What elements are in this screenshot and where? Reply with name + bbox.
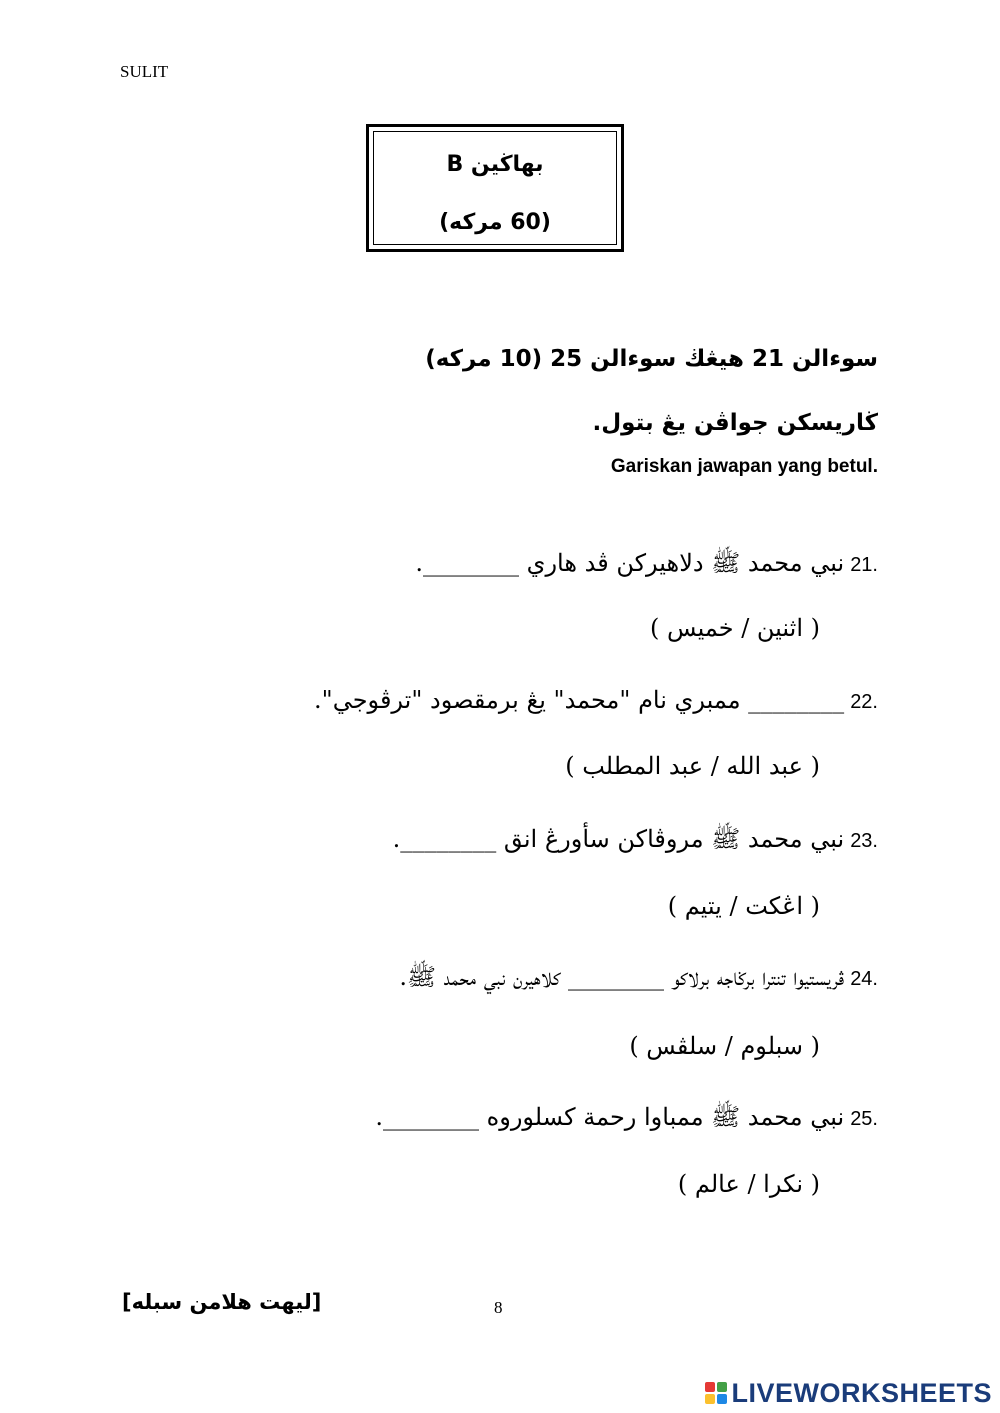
question-number: 24.	[850, 968, 878, 990]
question-25-options[interactable]: ( نكرا / عالم )	[677, 1170, 820, 1198]
instruction-english: Gariskan jawapan yang betul.	[610, 456, 878, 477]
sulit-label: SULIT	[120, 62, 169, 81]
liveworksheets-text: LIVEWORKSHEETS	[731, 1377, 992, 1408]
question-number: 22.	[850, 691, 878, 713]
liveworksheets-icon	[705, 1382, 727, 1404]
question-22	[314, 686, 878, 714]
question-23-options[interactable]: ( اڠكت / يتيم )	[667, 892, 820, 920]
question-text[interactable]: نبي محمد ﷺ مروڤاكن سأورڠ انق ________.	[392, 825, 845, 853]
question-24-options[interactable]: ( سبلوم / سلڤس )	[629, 1032, 820, 1060]
question-24	[399, 962, 878, 997]
question-text[interactable]: نبي محمد ﷺ ممباوا رحمة كسلوروه ________.	[375, 1103, 845, 1131]
question-text[interactable]: ________ ممبري نام "محمد" يڠ برمقصود "ترڤوجي".	[314, 686, 845, 714]
question-text[interactable]: ڤريستيوا تنترا برڬاجه برلاكو ________ كلاهيرن نبي محمد ﷺ.	[399, 963, 845, 991]
continue-label: [ليهت هلامن سبله]	[122, 1290, 322, 1314]
question-number: 25.	[850, 1108, 878, 1130]
question-number: 21.	[850, 554, 878, 576]
question-21-options[interactable]: ( اثنين / خميس )	[650, 614, 820, 642]
section-title: بهاڬين B	[446, 152, 544, 177]
logo-tile-yellow	[705, 1394, 715, 1404]
logo-tile-blue	[717, 1394, 727, 1404]
question-22-options[interactable]: ( عبد الله / عبد المطلب )	[565, 752, 820, 780]
question-23	[393, 824, 878, 859]
logo-tile-green	[717, 1382, 727, 1392]
instruction-jawi: ڬاريسكن جواڤن يڠ بتول.	[592, 410, 878, 436]
liveworksheets-logo	[705, 1378, 992, 1408]
question-25	[375, 1102, 878, 1137]
section-box	[366, 124, 624, 252]
section-marks: (60 مركه)	[439, 210, 551, 235]
logo-tile-red	[705, 1382, 715, 1392]
question-21	[415, 548, 878, 583]
page-number: 8	[494, 1298, 503, 1317]
question-number: 23.	[850, 830, 878, 852]
instruction-range: سوءالن 21 هيڠڬ سوءالن 25 (10 مركه)	[425, 346, 878, 372]
question-text[interactable]: نبي محمد ﷺ دلاهيركن ڤد هاري ________.	[415, 549, 845, 577]
